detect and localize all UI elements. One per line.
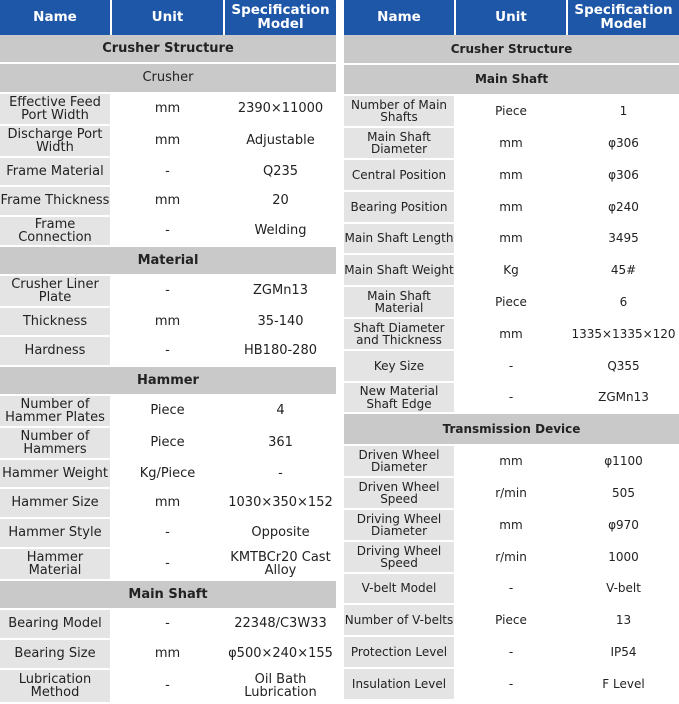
spec-unit: mm [456,224,568,255]
spec-name: Bearing Model [0,610,112,640]
spec-value: 6 [568,287,679,319]
spec-value: Q235 [225,158,336,187]
column-header-name: Name [344,0,456,35]
spec-value: 22348/C3W33 [225,610,336,640]
spec-value: φ970 [568,510,679,542]
spec-unit: - [112,276,225,308]
spec-name: Hammer Style [0,519,112,549]
spec-row [0,126,336,158]
spec-value: Oil Bath Lubrication [225,670,336,704]
section-row-main-shaft [0,581,336,610]
spec-value: 1000 [568,542,679,574]
spec-name: Shaft Diameter and Thickness [344,319,456,351]
section-title: Crusher [0,64,336,94]
spec-unit: Piece [112,428,225,460]
spec-row [344,287,679,319]
right-spec-table [344,0,679,701]
spec-unit: - [456,574,568,605]
spec-unit: mm [456,319,568,351]
spec-unit: mm [456,510,568,542]
spec-name: V-belt Model [344,574,456,605]
spec-name: Hammer Material [0,549,112,581]
spec-row [0,187,336,217]
spec-unit: mm [456,446,568,478]
spec-unit: mm [112,489,225,519]
spec-value: 505 [568,478,679,510]
spec-row [344,224,679,255]
spec-row [0,610,336,640]
section-title: Hammer [0,367,336,396]
spec-unit: Kg [456,255,568,287]
spec-row [0,337,336,367]
spec-value: φ306 [568,160,679,192]
spec-unit: - [112,217,225,247]
spec-unit: Piece [456,605,568,637]
section-title: Crusher Structure [344,35,679,65]
spec-row [344,446,679,478]
spec-name: Main Shaft Length [344,224,456,255]
spec-value: 361 [225,428,336,460]
spec-name: Driven Wheel Speed [344,478,456,510]
spec-name: Protection Level [344,637,456,669]
spec-row [344,192,679,224]
spec-unit: - [112,610,225,640]
spec-name: Main Shaft Weight [344,255,456,287]
column-header-unit: Unit [112,0,225,35]
spec-value: 20 [225,187,336,217]
spec-value: φ306 [568,128,679,160]
spec-name: Bearing Size [0,640,112,670]
spec-name: Frame Connection [0,217,112,247]
spec-row [344,351,679,383]
spec-row [0,396,336,428]
spec-value: F Level [568,669,679,701]
section-row-hammer [0,367,336,396]
spec-value: 4 [225,396,336,428]
spec-unit: mm [112,640,225,670]
spec-row [0,549,336,581]
spec-name: Hardness [0,337,112,367]
spec-unit: mm [456,160,568,192]
section-title: Main Shaft [0,581,336,610]
spec-value: 45# [568,255,679,287]
spec-row [344,574,679,605]
spec-value: φ240 [568,192,679,224]
spec-unit: - [112,670,225,704]
spec-value: φ500×240×155 [225,640,336,670]
spec-name: Number of Main Shafts [344,96,456,128]
spec-name: Number of Hammers [0,428,112,460]
spec-value: Q355 [568,351,679,383]
spec-row [344,542,679,574]
spec-value: Adjustable [225,126,336,158]
spec-unit: - [112,337,225,367]
left-spec-table [0,0,336,704]
spec-row [0,94,336,126]
column-header-specification-model: Specification Model [568,0,679,35]
spec-name: Number of V-belts [344,605,456,637]
spec-name: Key Size [344,351,456,383]
section-title: Transmission Device [344,414,679,446]
spec-row [0,460,336,489]
spec-value: KMTBCr20 Cast Alloy [225,549,336,581]
spec-unit: - [456,637,568,669]
spec-unit: - [112,158,225,187]
spec-row [344,319,679,351]
spec-value: ZGMn13 [568,383,679,414]
spec-unit: r/min [456,478,568,510]
section-title: Main Shaft [344,65,679,96]
spec-value: IP54 [568,637,679,669]
spec-row [344,669,679,701]
spec-unit: - [456,383,568,414]
section-row-crusher-structure [344,35,679,65]
section-row-transmission-device [344,414,679,446]
spec-name: Number of Hammer Plates [0,396,112,428]
column-header-unit: Unit [456,0,568,35]
section-title: Material [0,247,336,276]
spec-unit: - [112,549,225,581]
spec-unit: r/min [456,542,568,574]
spec-unit: Piece [456,96,568,128]
spec-value: Opposite [225,519,336,549]
spec-value: Welding [225,217,336,247]
spec-row [344,510,679,542]
spec-row [344,478,679,510]
spec-row [344,637,679,669]
spec-unit: mm [112,308,225,337]
spec-name: Thickness [0,308,112,337]
spec-row [0,428,336,460]
section-row-material [0,247,336,276]
spec-value: 1335×1335×120 [568,319,679,351]
spec-row [344,160,679,192]
right-table-header-row [344,0,679,35]
spec-name: Driving Wheel Speed [344,542,456,574]
spec-name: Main Shaft Diameter [344,128,456,160]
spec-unit: mm [112,126,225,158]
spec-row [0,489,336,519]
spec-name: Crusher Liner Plate [0,276,112,308]
spec-row [344,255,679,287]
spec-row [0,519,336,549]
spec-value: HB180-280 [225,337,336,367]
spec-unit: mm [112,187,225,217]
spec-name: Driven Wheel Diameter [344,446,456,478]
spec-value: ZGMn13 [225,276,336,308]
spec-value: V-belt [568,574,679,605]
section-row-crusher [0,64,336,94]
spec-unit: Piece [112,396,225,428]
left-table-header-row [0,0,336,35]
spec-unit: Kg/Piece [112,460,225,489]
spec-name: Lubrication Method [0,670,112,704]
section-row-main-shaft [344,65,679,96]
spec-row [344,128,679,160]
spec-value: - [225,460,336,489]
spec-row [0,217,336,247]
section-title: Crusher Structure [0,35,336,64]
spec-value: 13 [568,605,679,637]
spec-unit: mm [456,192,568,224]
spec-name: Bearing Position [344,192,456,224]
spec-unit: Piece [456,287,568,319]
spec-name: Hammer Size [0,489,112,519]
spec-row [0,276,336,308]
spec-unit: - [456,351,568,383]
spec-name: Driving Wheel Diameter [344,510,456,542]
spec-value: 35-140 [225,308,336,337]
spec-name: Effective Feed Port Width [0,94,112,126]
spec-value: 2390×11000 [225,94,336,126]
spec-value: 3495 [568,224,679,255]
column-header-specification-model: Specification Model [225,0,336,35]
spec-row [0,158,336,187]
spec-value: 1 [568,96,679,128]
spec-name: Discharge Port Width [0,126,112,158]
spec-unit: - [456,669,568,701]
spec-name: Central Position [344,160,456,192]
spec-row [0,308,336,337]
spec-name: Frame Thickness [0,187,112,217]
spec-value: φ1100 [568,446,679,478]
spec-name: Frame Material [0,158,112,187]
spec-name: Insulation Level [344,669,456,701]
spec-row [344,605,679,637]
spec-unit: mm [112,94,225,126]
spec-unit: - [112,519,225,549]
spec-value: 1030×350×152 [225,489,336,519]
spec-unit: mm [456,128,568,160]
spec-name: New Material Shaft Edge [344,383,456,414]
spec-name: Hammer Weight [0,460,112,489]
column-header-name: Name [0,0,112,35]
section-row-crusher-structure [0,35,336,64]
spec-name: Main Shaft Material [344,287,456,319]
spec-row [0,640,336,670]
spec-row [344,96,679,128]
spec-row [344,383,679,414]
